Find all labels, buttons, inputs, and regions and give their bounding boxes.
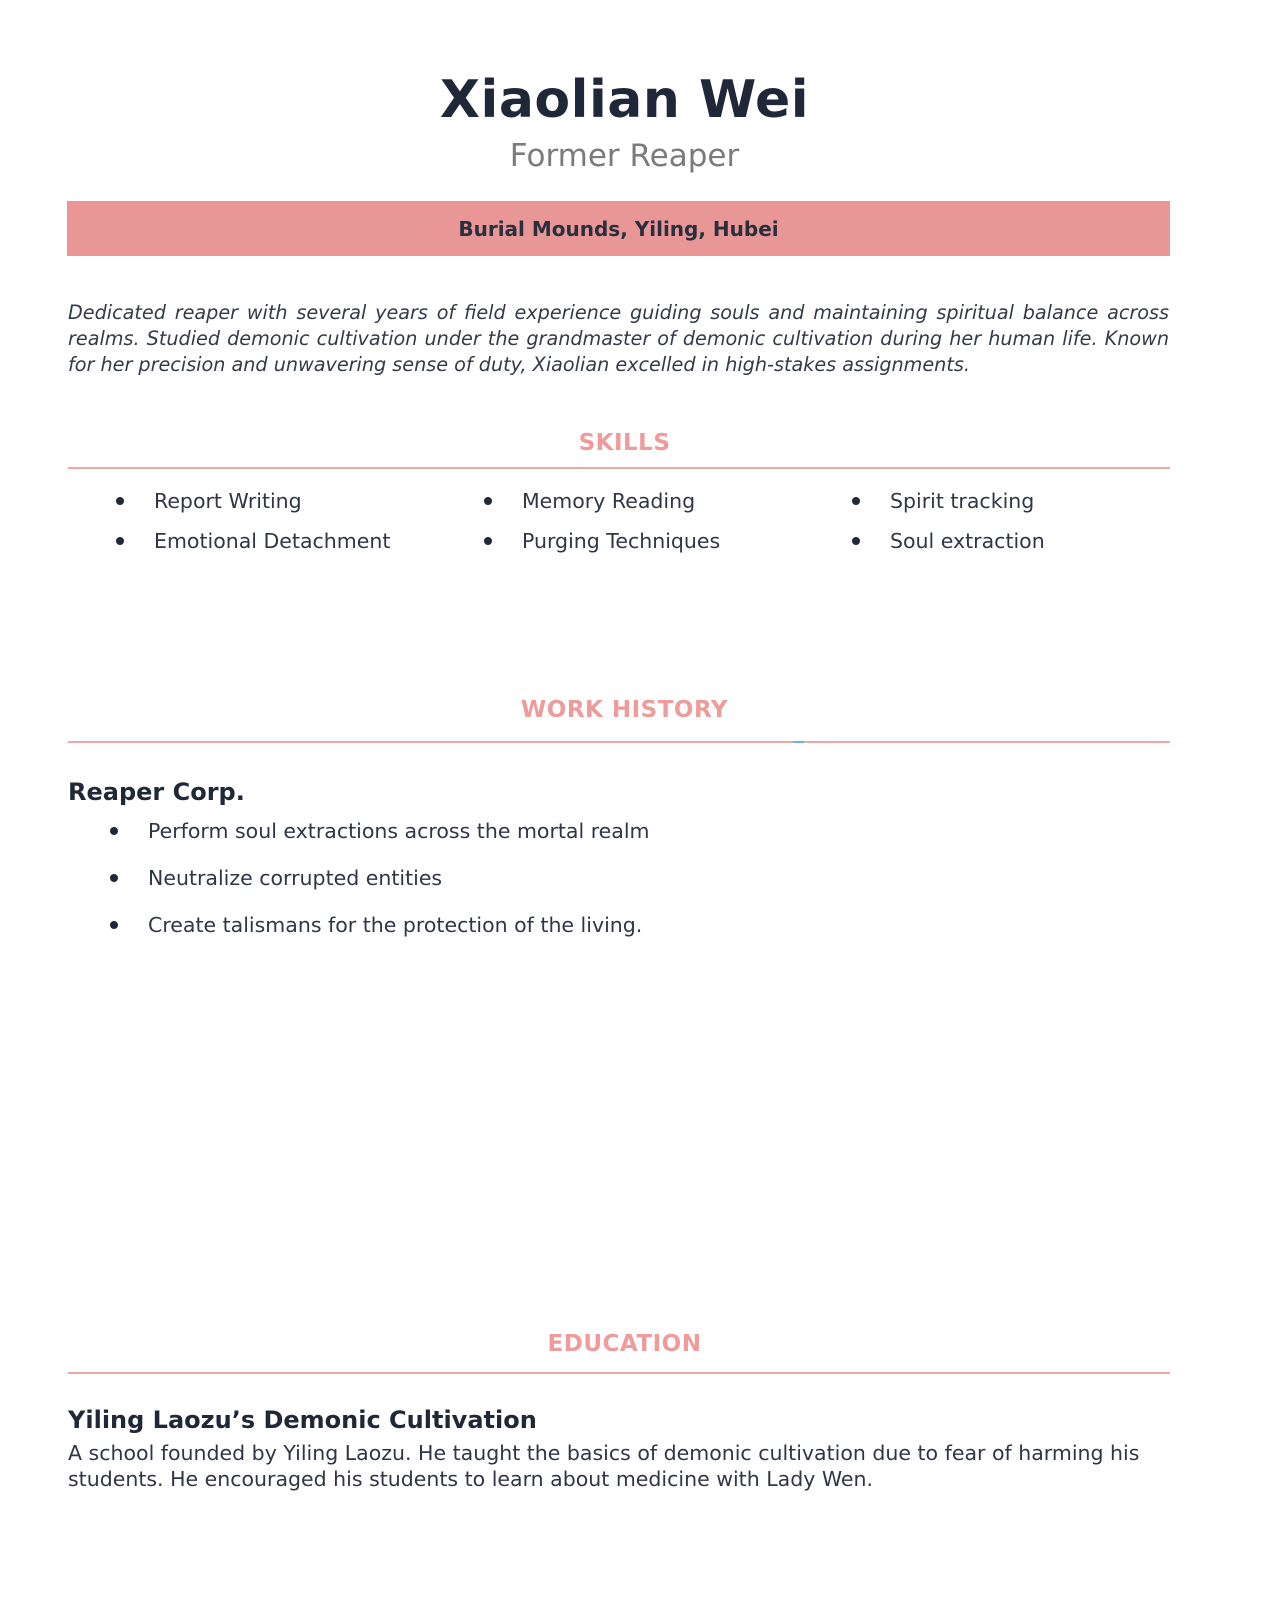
duty-item: [104, 912, 1104, 938]
company-name: Reaper Corp.: [68, 778, 245, 806]
bullet-icon: [110, 921, 118, 929]
skill-item: [846, 488, 1170, 514]
duty-text: Neutralize corrupted entities: [148, 866, 443, 890]
professional-summary: Dedicated reaper with several years of field experience guiding souls and maintaining spiritual balance across realms. Studied demonic cultivation under the grandmaster of demonic cultivation during her human life. Known for her precision and unwavering sense of duty, Xiaolian excelled in high-stakes assignments.: [68, 301, 1169, 376]
skills-divider: [68, 467, 1170, 469]
candidate-name: Xiaolian Wei: [439, 70, 810, 130]
duty-text: Create talismans for the protection of the living.: [148, 913, 643, 937]
bullet-icon: [110, 874, 118, 882]
school-name: Yiling Laozu’s Demonic Cultivation: [68, 1406, 537, 1434]
skill-label: Purging Techniques: [522, 529, 721, 553]
skill-label: Spirit tracking: [890, 489, 1035, 513]
education-heading: EDUCATION: [547, 1331, 702, 1357]
location-text: Burial Mounds, Yiling, Hubei: [458, 216, 779, 241]
location-banner: [67, 201, 1170, 256]
bullet-icon: [116, 537, 124, 545]
skill-item: [110, 528, 478, 554]
skill-item: [478, 528, 846, 554]
work-history-divider: [68, 741, 1170, 743]
bullet-icon: [484, 537, 492, 545]
duty-item: [104, 865, 1104, 891]
work-history-heading: WORK HISTORY: [520, 697, 729, 723]
education-divider: [68, 1372, 1170, 1374]
candidate-title: Former Reaper: [509, 138, 740, 174]
duty-text: Perform soul extractions across the mortal realm: [148, 819, 650, 843]
skill-label: Report Writing: [154, 489, 302, 513]
bullet-icon: [110, 827, 118, 835]
bullet-icon: [116, 497, 124, 505]
school-description: A school founded by Yiling Laozu. He taught the basics of demonic cultivation due to fear of harming his students. He encouraged his students to learn about medicine with Lady Wen.: [68, 1441, 1140, 1491]
skill-item: [478, 488, 846, 514]
text-cursor-mark: [793, 741, 804, 743]
skill-item: [110, 488, 478, 514]
bullet-icon: [852, 537, 860, 545]
skill-label: Soul extraction: [890, 529, 1045, 553]
skills-heading: SKILLS: [578, 430, 671, 456]
job-duties-list: [104, 818, 1104, 959]
skills-list: [110, 488, 1170, 554]
skill-label: Emotional Detachment: [154, 529, 391, 553]
duty-item: [104, 818, 1104, 844]
bullet-icon: [484, 497, 492, 505]
skill-item: [846, 528, 1170, 554]
skill-label: Memory Reading: [522, 489, 696, 513]
bullet-icon: [852, 497, 860, 505]
